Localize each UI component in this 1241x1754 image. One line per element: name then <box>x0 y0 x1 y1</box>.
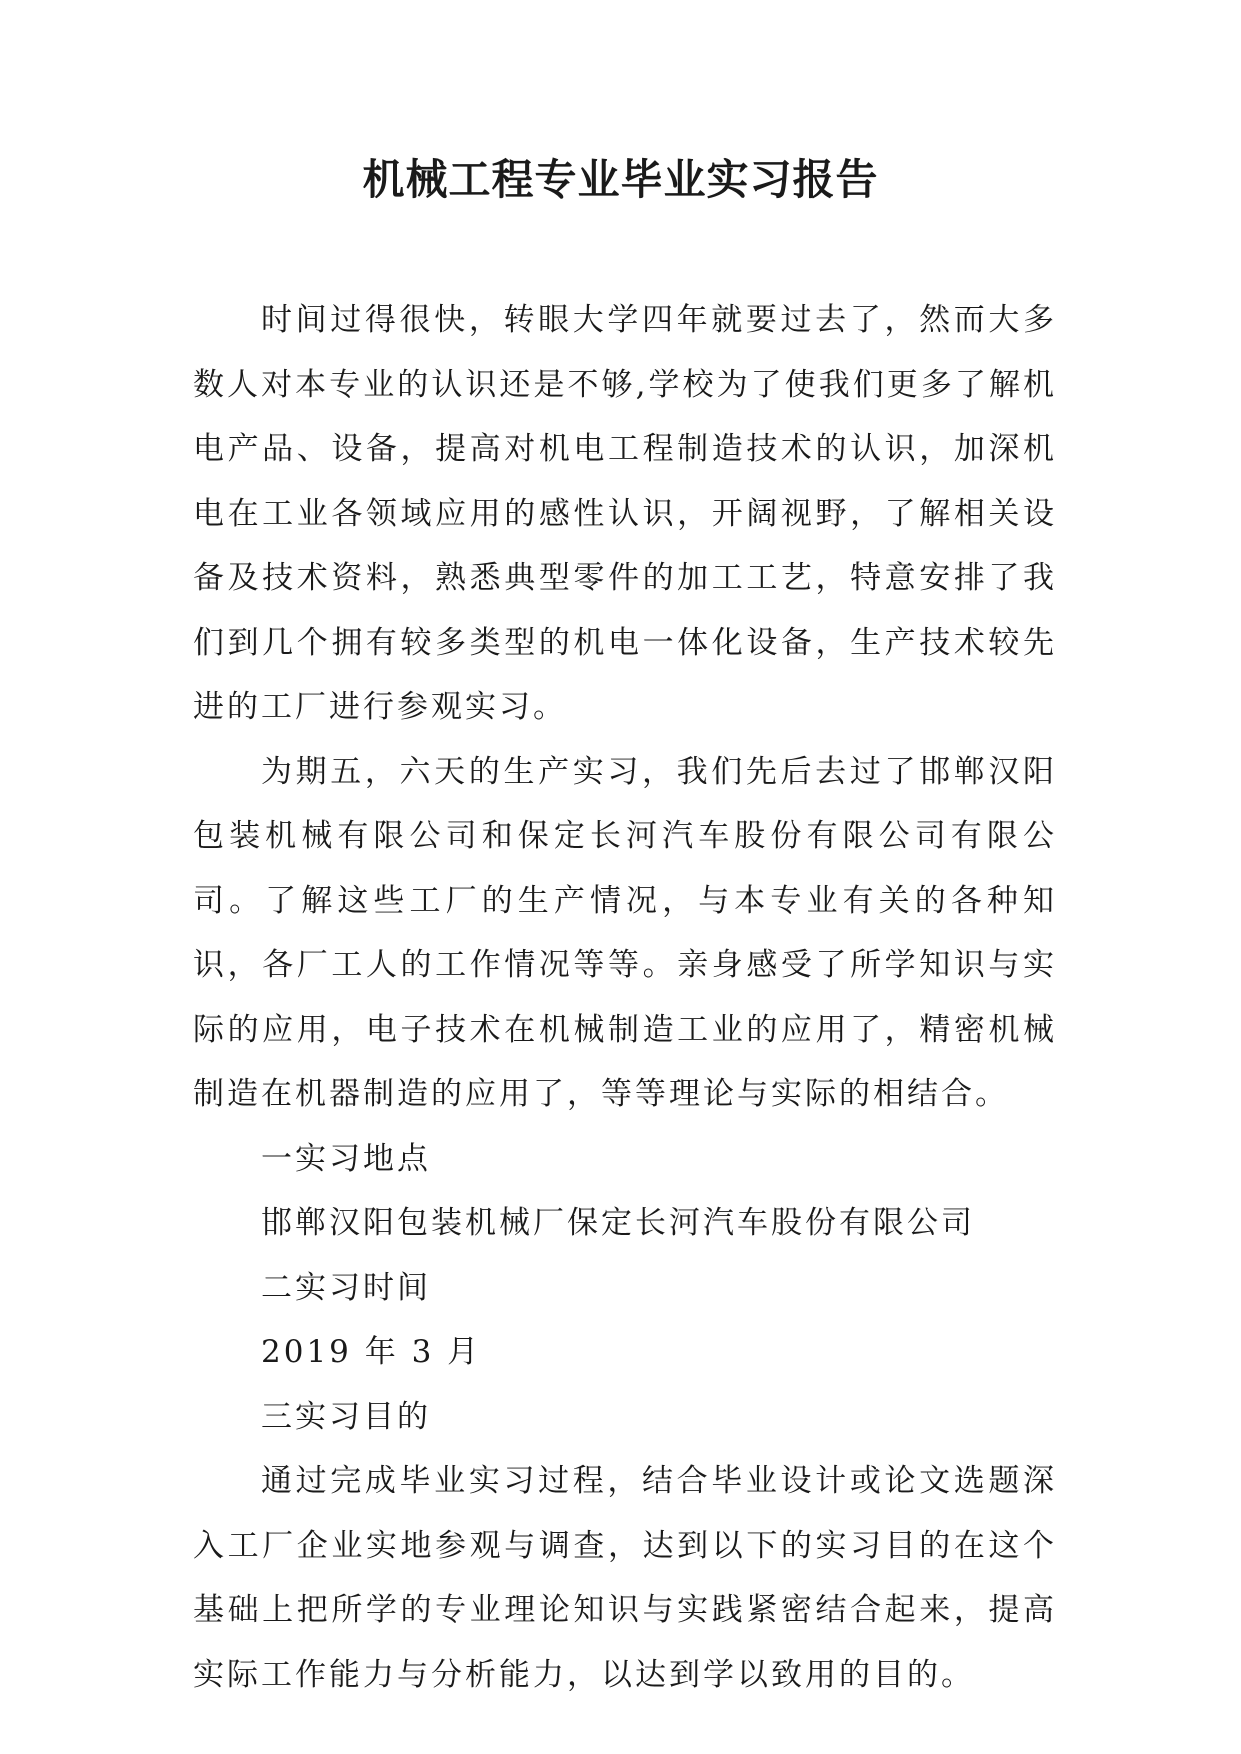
section-heading-location: 一实习地点 <box>261 1140 431 1177</box>
location-text: 邯郸汉阳包装机械厂保定长河汽车股份有限公司 <box>261 1205 975 1241</box>
internship-overview-paragraph: 为期五，六天的生产实习，我们先后去过了邯郸汉阳包装机械有限公司和保定长河汽车股份有限公司有限公司。了解这些工厂的生产情况，与本专业有关的各种知识，各厂工人的工作情况等等。亲身感受了所学知识与实际的应用，电子技术在机械制造工业的应用了，精密机械制造在机器制造的应用了，等等理论与实际的相结合。 <box>193 753 1057 1112</box>
document-title: 机械工程专业毕业实习报告 <box>362 155 879 204</box>
document-body <box>193 288 1057 1707</box>
purpose-paragraph: 通过完成毕业实习过程，结合毕业设计或论文选题深入工厂企业实地参观与调查，达到以下的实习目的在这个基础上把所学的专业理论知识与实践紧密结合起来，提高实际工作能力与分析能力，以达到学以致用的目的。 <box>193 1463 1057 1693</box>
intro-paragraph: 时间过得很快，转眼大学四年就要过去了，然而大多数人对本专业的认识还是不够,学校为了使我们更多了解机电产品、设备，提高对机电工程制造技术的认识，加深机电在工业各领域应用的感性认识，开阔视野，了解相关设备及技术资料，熟悉典型零件的加工工艺，特意安排了我们到几个拥有较多类型的机电一体化设备，生产技术较先进的工厂进行参观实习。 <box>193 302 1057 725</box>
section-heading-purpose: 三实习目的 <box>261 1398 431 1435</box>
section-heading-time: 二实习时间 <box>261 1269 431 1306</box>
time-text: 2019 年 3 月 <box>261 1334 482 1370</box>
